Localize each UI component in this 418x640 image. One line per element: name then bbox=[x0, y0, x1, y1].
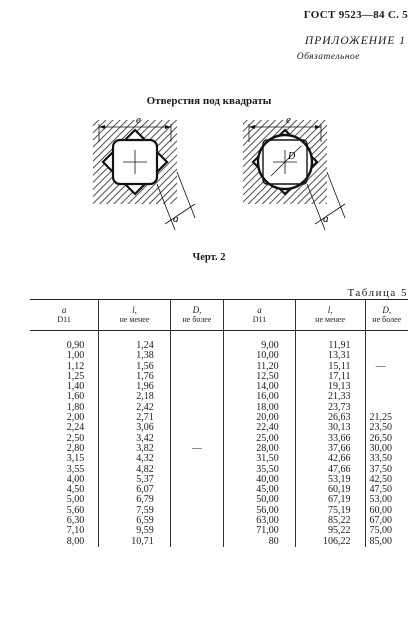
table-cell: — bbox=[170, 444, 223, 454]
table-cell: 1,60 bbox=[66, 391, 85, 403]
table-row bbox=[30, 495, 408, 505]
table-cell: 26,63 bbox=[295, 413, 365, 423]
table-cell bbox=[365, 392, 408, 402]
column-header-symbol: l, bbox=[327, 305, 333, 315]
table-cell: 7,10 bbox=[66, 525, 85, 537]
table-cell: 7,59 bbox=[99, 506, 171, 516]
table-cell bbox=[170, 362, 223, 372]
table-cell: 53,19 bbox=[295, 475, 365, 485]
dim-d-label: D bbox=[288, 151, 296, 162]
table-cell bbox=[365, 331, 408, 352]
table-cell: 23,50 bbox=[365, 423, 408, 433]
appendix-subtitle: Обязательное bbox=[296, 52, 360, 62]
table-cell: 9,59 bbox=[99, 526, 171, 536]
left-square-hole bbox=[93, 114, 195, 230]
table-cell: 1,00 bbox=[66, 350, 85, 362]
table-cell: 33,50 bbox=[365, 454, 408, 464]
table-cell: 10,00 bbox=[224, 351, 296, 361]
table-cell: 17,11 bbox=[295, 372, 365, 382]
table-cell bbox=[170, 403, 223, 413]
table-row bbox=[30, 392, 408, 402]
table-cell bbox=[170, 423, 223, 433]
table-cell: 4,00 bbox=[66, 473, 85, 485]
table-caption: Таблица 5 bbox=[347, 287, 408, 299]
table-cell: 85,00 bbox=[365, 537, 408, 547]
table-cell bbox=[170, 413, 223, 423]
table-cell: 11,91 bbox=[295, 331, 365, 352]
column-header-1 bbox=[30, 300, 99, 331]
table-cell: 31,50 bbox=[224, 454, 296, 464]
table-cell: 11,20 bbox=[224, 362, 296, 372]
column-header-3 bbox=[170, 300, 223, 331]
column-header-6 bbox=[365, 300, 408, 331]
table-cell: 10,71 bbox=[99, 537, 171, 547]
table-cell: 80 bbox=[224, 537, 296, 547]
table-cell: 14,00 bbox=[224, 382, 296, 392]
table-row bbox=[30, 362, 408, 372]
table-cell: 3,55 bbox=[66, 463, 85, 475]
table-cell bbox=[170, 351, 223, 361]
dim-e-label-left: e bbox=[136, 114, 141, 126]
table-cell: 47,50 bbox=[365, 485, 408, 495]
table-cell bbox=[170, 382, 223, 392]
table-cell bbox=[365, 372, 408, 382]
table-header-row bbox=[30, 300, 408, 331]
table-cell: 67,00 bbox=[365, 516, 408, 526]
table-row bbox=[30, 413, 408, 423]
table-cell: 2,24 bbox=[66, 422, 85, 434]
table-cell bbox=[170, 331, 223, 352]
column-header-symbol: l, bbox=[132, 305, 137, 315]
table-cell bbox=[170, 526, 223, 536]
column-header-2 bbox=[99, 300, 171, 331]
table-cell: 18,00 bbox=[224, 403, 296, 413]
table-cell bbox=[170, 465, 223, 475]
column-header-symbol: a bbox=[257, 305, 262, 315]
table-cell: 28,00 bbox=[224, 444, 296, 454]
page-header: ГОСТ 9523—84 С. 5 bbox=[303, 9, 408, 21]
table-cell: 40,00 bbox=[224, 475, 296, 485]
column-header-text: не менее bbox=[315, 315, 345, 324]
table-row bbox=[30, 506, 408, 516]
table-cell bbox=[170, 537, 223, 547]
table-cell: 3,42 bbox=[99, 434, 171, 444]
column-header-symbol: D, bbox=[382, 305, 392, 315]
table-cell bbox=[170, 392, 223, 402]
dim-e-label-right: e bbox=[286, 114, 291, 126]
data-table bbox=[30, 299, 408, 547]
table-row bbox=[30, 526, 408, 536]
table-row bbox=[30, 434, 408, 444]
table-cell: 13,31 bbox=[295, 351, 365, 361]
table-cell: 42,50 bbox=[365, 475, 408, 485]
column-header-symbol: a bbox=[61, 305, 67, 315]
table-cell: 1,96 bbox=[99, 382, 171, 392]
table-cell: 37,50 bbox=[365, 465, 408, 475]
table-cell bbox=[170, 506, 223, 516]
table-cell: 30,13 bbox=[295, 423, 365, 433]
table-cell: 53,00 bbox=[365, 495, 408, 505]
table-cell: 67,19 bbox=[295, 495, 365, 505]
table-row bbox=[30, 382, 408, 392]
table-cell: 5,37 bbox=[99, 475, 171, 485]
table-row bbox=[30, 465, 408, 475]
table-cell: 50,00 bbox=[224, 495, 296, 505]
table-cell: 4,50 bbox=[66, 484, 85, 496]
table-cell: 5,60 bbox=[66, 504, 85, 516]
table-cell: 6,59 bbox=[99, 516, 171, 526]
table-cell: 60,19 bbox=[295, 485, 365, 495]
figure-title: Отверстия под квадраты bbox=[146, 95, 272, 107]
table-cell: 2,00 bbox=[66, 412, 85, 424]
table-5 bbox=[30, 299, 408, 547]
table-row bbox=[30, 331, 408, 352]
table-cell: 6,79 bbox=[99, 495, 171, 505]
table-cell: 35,50 bbox=[224, 465, 296, 475]
table-cell: 106,22 bbox=[295, 537, 365, 547]
appendix-title: ПРИЛОЖЕНИЕ 1 bbox=[304, 35, 406, 47]
table-cell: 1,80 bbox=[66, 401, 85, 413]
table-cell: 0,90 bbox=[66, 340, 85, 351]
table-cell: 6,07 bbox=[99, 485, 171, 495]
table-row bbox=[30, 454, 408, 464]
table-cell: 4,32 bbox=[99, 454, 171, 464]
table-cell: 2,50 bbox=[66, 432, 85, 444]
column-header-text: D11 bbox=[57, 315, 71, 324]
table-row bbox=[30, 537, 408, 547]
table-cell: 2,18 bbox=[99, 392, 171, 402]
table-cell: 1,56 bbox=[99, 362, 171, 372]
table-cell: 5,00 bbox=[66, 494, 85, 506]
table-cell bbox=[365, 382, 408, 392]
column-header-4 bbox=[224, 300, 296, 331]
table-row bbox=[30, 423, 408, 433]
table-cell: 3,15 bbox=[66, 453, 85, 465]
table-row bbox=[30, 372, 408, 382]
table-cell bbox=[170, 372, 223, 382]
table-row bbox=[30, 351, 408, 361]
table-cell: 16,00 bbox=[224, 392, 296, 402]
table-cell: 3,82 bbox=[99, 444, 171, 454]
table-cell: 22,40 bbox=[224, 423, 296, 433]
table-cell: 37,66 bbox=[295, 444, 365, 454]
table-cell: 2,42 bbox=[99, 403, 171, 413]
table-cell bbox=[365, 351, 408, 361]
table-cell: 6,30 bbox=[66, 515, 85, 527]
table-cell: 85,22 bbox=[295, 516, 365, 526]
column-header-text: D11 bbox=[252, 315, 267, 324]
table-cell: 2,80 bbox=[66, 442, 85, 454]
table-cell: 12,50 bbox=[224, 372, 296, 382]
table-cell: 30,00 bbox=[365, 444, 408, 454]
table-cell: 1,25 bbox=[66, 370, 85, 382]
table-cell: 26,50 bbox=[365, 434, 408, 444]
table-cell: 75,00 bbox=[365, 526, 408, 536]
table-cell: 15,11 bbox=[295, 362, 365, 372]
table-row bbox=[30, 475, 408, 485]
table-cell: 75,19 bbox=[295, 506, 365, 516]
table-cell: 47,66 bbox=[295, 465, 365, 475]
table-cell bbox=[170, 516, 223, 526]
table-cell: 23,73 bbox=[295, 403, 365, 413]
figure-drawings bbox=[85, 112, 385, 242]
table-row bbox=[30, 485, 408, 495]
table-cell: 56,00 bbox=[224, 506, 296, 516]
table-cell: 19,13 bbox=[295, 382, 365, 392]
table-body bbox=[30, 331, 408, 547]
table-cell: 2,71 bbox=[99, 413, 171, 423]
table-cell: 25,00 bbox=[224, 434, 296, 444]
square-holes-drawing bbox=[85, 112, 385, 242]
table-cell: 9,00 bbox=[224, 331, 296, 352]
table-cell: 71,00 bbox=[224, 526, 296, 536]
table-cell: 8,00 bbox=[66, 535, 85, 547]
table-cell: 1,38 bbox=[99, 351, 171, 361]
table-cell bbox=[170, 454, 223, 464]
column-header-text: не более bbox=[182, 315, 212, 324]
table-cell: 60,00 bbox=[365, 506, 408, 516]
right-square-hole bbox=[243, 114, 345, 230]
table-cell: 21,25 bbox=[365, 413, 408, 423]
dim-a-label-left: a bbox=[173, 213, 179, 225]
table-cell: — bbox=[365, 362, 408, 372]
column-header-text: не менее bbox=[119, 315, 150, 324]
table-cell: 20,00 bbox=[224, 413, 296, 423]
column-header-text: не более bbox=[372, 315, 402, 324]
table-cell: 4,82 bbox=[99, 465, 171, 475]
table-row bbox=[30, 403, 408, 413]
column-header-symbol: D, bbox=[192, 305, 202, 315]
table-row bbox=[30, 444, 408, 454]
table-cell bbox=[170, 495, 223, 505]
table-cell: 45,00 bbox=[224, 485, 296, 495]
table-cell: 3,06 bbox=[99, 423, 171, 433]
figure-caption: Черт. 2 bbox=[192, 252, 226, 263]
column-header-5 bbox=[295, 300, 365, 331]
table-cell: 95,22 bbox=[295, 526, 365, 536]
table-cell: 42,66 bbox=[295, 454, 365, 464]
table-cell bbox=[170, 485, 223, 495]
dim-a-label-right: a bbox=[323, 213, 329, 225]
table-cell: 1,40 bbox=[66, 381, 85, 393]
table-cell: 1,24 bbox=[99, 331, 171, 352]
table-cell: 1,76 bbox=[99, 372, 171, 382]
table-row bbox=[30, 516, 408, 526]
table-cell: 33,66 bbox=[295, 434, 365, 444]
table-cell bbox=[170, 475, 223, 485]
table-cell: 1,12 bbox=[66, 360, 85, 372]
table-cell: 21,33 bbox=[295, 392, 365, 402]
table-cell: 63,00 bbox=[224, 516, 296, 526]
